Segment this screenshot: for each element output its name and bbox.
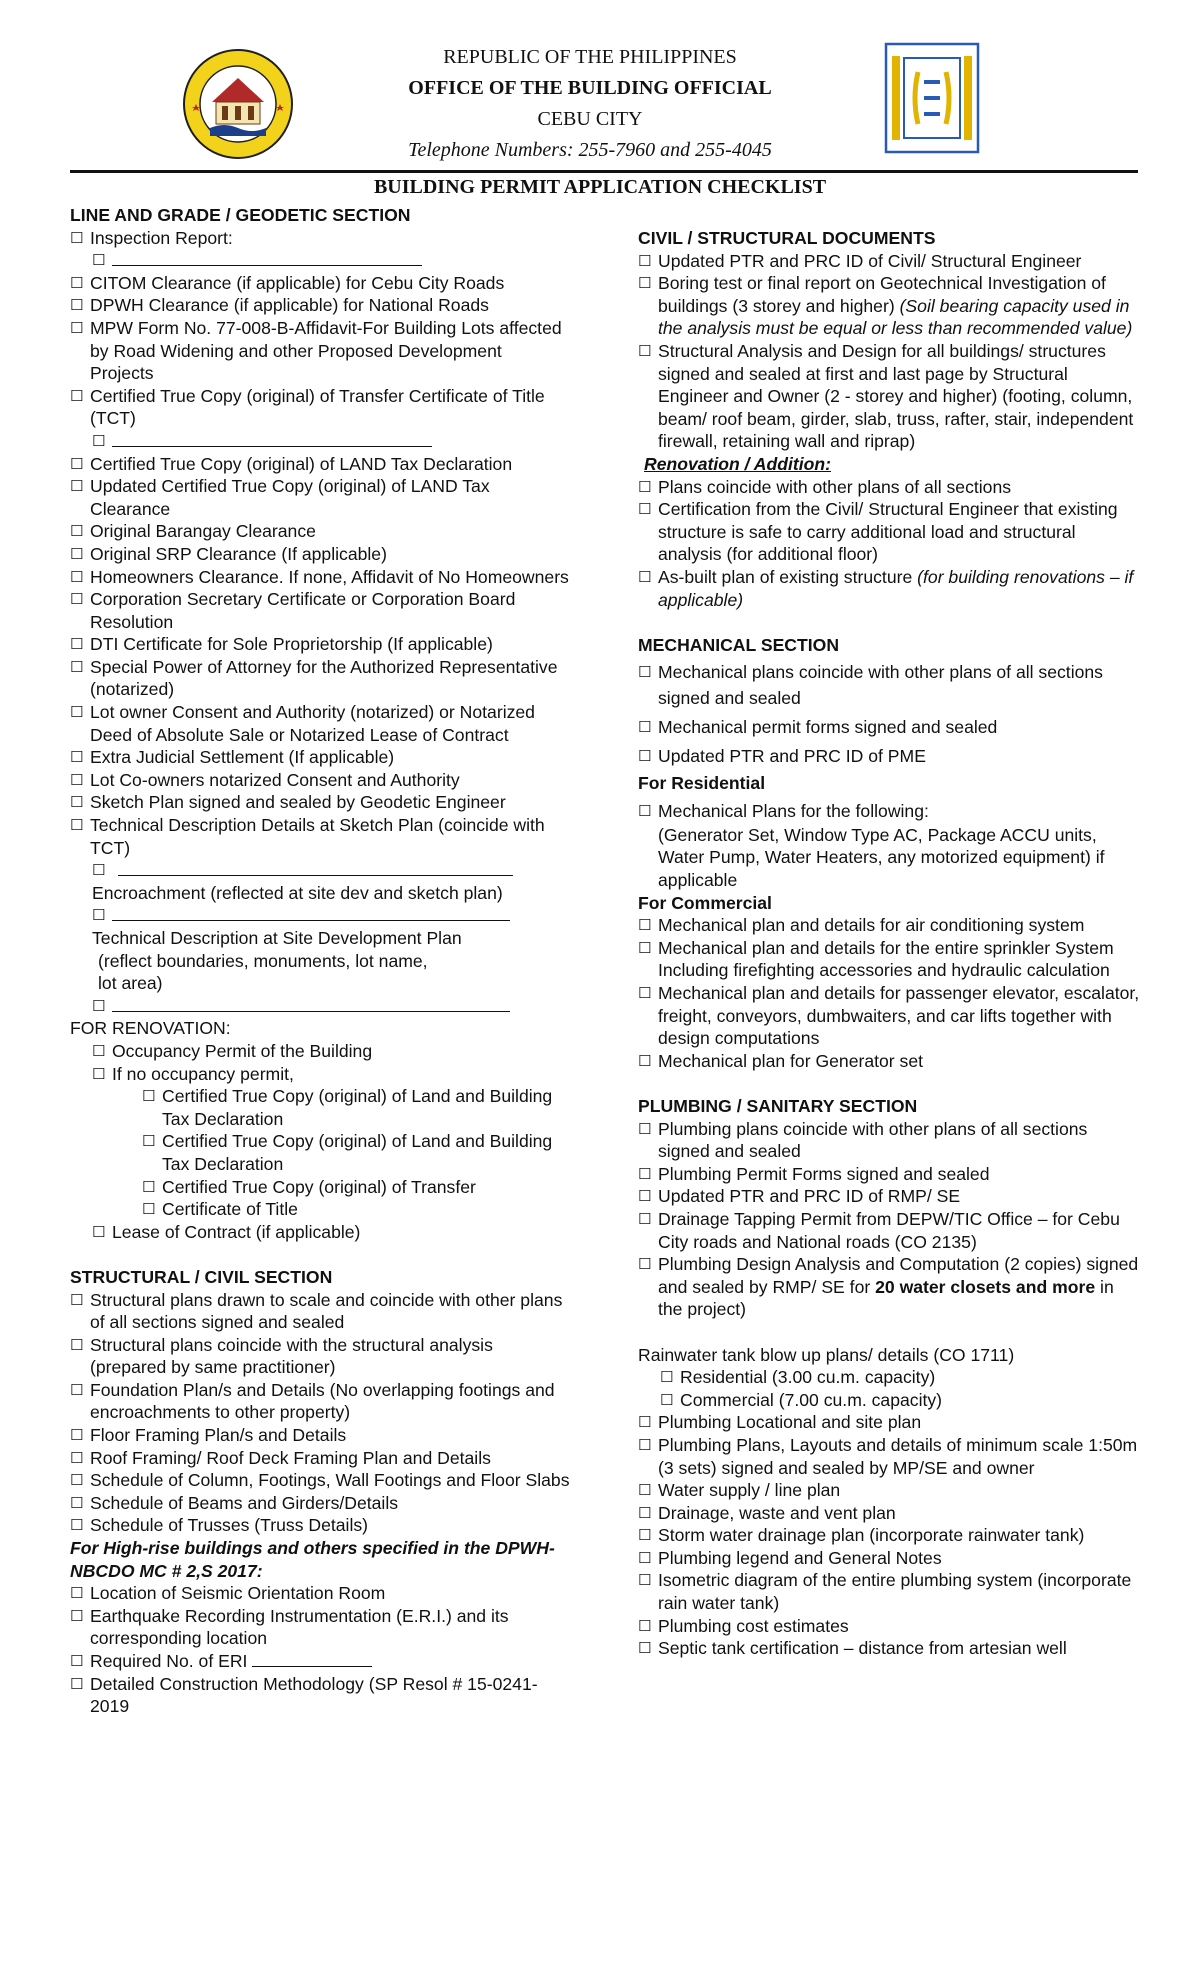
checkbox-icon[interactable]: ☐ bbox=[638, 1616, 652, 1635]
checklist-item: ☐ As-built plan of existing structure (for building renovations – if applicable) bbox=[638, 566, 1134, 610]
checklist-item: ☐ Inspection Report: bbox=[70, 227, 233, 248]
checkbox-icon[interactable]: ☐ bbox=[638, 1639, 652, 1658]
checkbox-icon[interactable]: ☐ bbox=[660, 1368, 674, 1387]
checklist-item: ☐ Lot owner Consent and Authority (notarized) or Notarized Deed of Absolute Sale or Notarized Lease of Contract bbox=[70, 702, 535, 745]
checklist-item: ☐ Special Power of Attorney for the Authorized Representative (notarized) bbox=[70, 656, 558, 700]
checklist-item: ☐ Plumbing Permit Forms signed and sealed bbox=[638, 1163, 990, 1184]
checklist-item: ☐ Certified True Copy (original) of Land and Building Tax Declaration bbox=[142, 1131, 553, 1174]
checklist-item: ☐ Roof Framing/ Roof Deck Framing Plan and Details bbox=[70, 1447, 491, 1468]
document-header bbox=[0, 0, 1200, 170]
checkbox-icon[interactable]: ☐ bbox=[638, 1435, 652, 1454]
checkbox-icon[interactable]: ☐ bbox=[638, 916, 652, 935]
checklist-item: ☐ Mechanical plan and details for air conditioning system bbox=[638, 915, 1085, 936]
checkbox-icon[interactable]: ☐ bbox=[70, 1584, 84, 1603]
checklist-item: ☐ Certification from the Civil/ Structural Engineer that existing structure is safe to carry additional load and structural analysis (for additional floor) bbox=[638, 499, 1118, 565]
checkbox-icon[interactable]: ☐ bbox=[70, 318, 84, 337]
tech-desc-reflect-text: (reflect boundaries, monuments, lot name, bbox=[98, 950, 428, 971]
checklist-item: ☐ Original SRP Clearance (If applicable) bbox=[70, 543, 387, 564]
checklist-blank-line bbox=[92, 249, 570, 272]
checklist-item: ☐ Storm water drainage plan (incorporate rainwater tank) bbox=[638, 1525, 1085, 1546]
document-title: BUILDING PERMIT APPLICATION CHECKLIST bbox=[373, 176, 827, 198]
checklist-item: ☐ Drainage Tapping Permit from DEPW/TIC Office – for Cebu City roads and National roads (CO 2135) bbox=[638, 1208, 1120, 1252]
checklist-item: ☐ Certified True Copy (original) of Transfer Certificate of Title (TCT) bbox=[70, 385, 545, 429]
checklist-item: ☐ Foundation Plan/s and Details (No overlapping footings and encroachments to other property) bbox=[70, 1379, 555, 1423]
checklist-item: ☐ Plumbing legend and General Notes bbox=[638, 1547, 942, 1568]
checkbox-icon[interactable]: ☐ bbox=[70, 544, 84, 563]
fill-in-line[interactable] bbox=[112, 905, 510, 921]
checkbox-icon[interactable]: ☐ bbox=[142, 1177, 156, 1196]
checkbox-icon[interactable]: ☐ bbox=[638, 1571, 652, 1590]
renovation-heading: FOR RENOVATION: bbox=[70, 1018, 231, 1039]
checklist-item: ☐ CITOM Clearance (if applicable) for Cebu City Roads bbox=[70, 272, 505, 293]
checklist-blank-line bbox=[92, 904, 570, 927]
checkbox-icon[interactable]: ☐ bbox=[70, 1652, 84, 1670]
checkbox-icon[interactable]: ☐ bbox=[92, 251, 106, 270]
checklist-item: ☐ Schedule of Trusses (Truss Details) bbox=[70, 1515, 369, 1536]
checkbox-icon[interactable]: ☐ bbox=[638, 1164, 652, 1183]
checkbox-icon[interactable]: ☐ bbox=[70, 1335, 84, 1354]
checklist-item: ☐ Plumbing Locational and site plan bbox=[638, 1412, 922, 1433]
residential-detail: (Generator Set, Window Type AC, Package ACCU units, Water Pump, Water Heaters, any motorized equipment) if applicable bbox=[658, 824, 1105, 891]
checklist-item: ☐ Sketch Plan signed and sealed by Geodetic Engineer bbox=[70, 792, 506, 813]
checklist-item: ☐ Earthquake Recording Instrumentation (E.R.I.) and its corresponding location bbox=[70, 1605, 509, 1649]
checkbox-icon[interactable]: ☐ bbox=[70, 1290, 84, 1309]
checkbox-icon[interactable]: ☐ bbox=[142, 1200, 156, 1219]
checkbox-icon[interactable]: ☐ bbox=[638, 1526, 652, 1545]
header-republic: REPUBLIC OF THE PHILIPPINES bbox=[443, 46, 737, 68]
left-column bbox=[70, 204, 570, 1718]
checkbox-icon[interactable]: ☐ bbox=[70, 1448, 84, 1467]
checkbox-icon[interactable]: ☐ bbox=[92, 1064, 106, 1083]
checklist-item: ☐ Mechanical Plans for the following: bbox=[638, 798, 1143, 824]
checklist-item: ☐ Mechanical plans coincide with other plans of all sections signed and sealed bbox=[638, 659, 1143, 711]
fill-in-line[interactable] bbox=[252, 1651, 372, 1667]
fill-in-line[interactable] bbox=[112, 996, 510, 1012]
checkbox-icon[interactable]: ☐ bbox=[70, 1606, 84, 1625]
checkbox-icon[interactable]: ☐ bbox=[70, 1380, 84, 1399]
checkbox-icon[interactable]: ☐ bbox=[638, 477, 652, 496]
checkbox-icon[interactable]: ☐ bbox=[92, 906, 106, 925]
checklist-item: ☐ Detailed Construction Methodology (SP Resol # 15-0241-2019 bbox=[70, 1673, 538, 1717]
checklist-item: ☐ If no occupancy permit, bbox=[92, 1063, 294, 1084]
checklist-item: ☐ Structural Analysis and Design for all buildings/ structures signed and sealed at first and last page by Structural Engineer and Owner (2 - storey and higher) (footing, column, beam/ roof beam, girder, slab, truss, rafter, stair, independent firewall, retaining wall and riprap) bbox=[638, 340, 1134, 452]
checkbox-icon[interactable]: ☐ bbox=[70, 273, 84, 292]
checkbox-icon[interactable]: ☐ bbox=[92, 861, 106, 880]
checklist-item: ☐ Schedule of Column, Footings, Wall Footings and Floor Slabs bbox=[70, 1470, 570, 1491]
checkbox-icon[interactable]: ☐ bbox=[70, 1471, 84, 1490]
checklist-item: ☐ Mechanical plan for Generator set bbox=[638, 1050, 924, 1071]
checkbox-icon[interactable]: ☐ bbox=[638, 251, 652, 270]
tech-desc-site-text: Technical Description at Site Development Plan bbox=[92, 928, 462, 948]
checklist-item: ☐ Structural plans coincide with the structural analysis (prepared by same practitioner) bbox=[70, 1334, 493, 1378]
checkbox-icon[interactable]: ☐ bbox=[70, 454, 84, 473]
commercial-heading: For Commercial bbox=[638, 892, 772, 913]
checkbox-icon[interactable]: ☐ bbox=[70, 477, 84, 496]
section-heading-mechanical: MECHANICAL SECTION bbox=[638, 634, 840, 655]
checklist-item: ☐ Plumbing Design Analysis and Computation (2 copies) signed and sealed by RMP/ SE for 20 water closets and more in the project) bbox=[638, 1254, 1139, 1320]
checklist-item: ☐ Updated PTR and PRC ID of PME bbox=[638, 743, 1143, 769]
checkbox-icon[interactable]: ☐ bbox=[638, 1413, 652, 1432]
checkbox-icon[interactable]: ☐ bbox=[70, 1426, 84, 1445]
checkbox-icon[interactable]: ☐ bbox=[638, 341, 652, 360]
checkbox-icon[interactable]: ☐ bbox=[70, 748, 84, 767]
checklist-blank-line bbox=[92, 859, 570, 882]
checklist-blank-line bbox=[92, 995, 570, 1018]
checkbox-icon[interactable]: ☐ bbox=[70, 522, 84, 541]
residential-heading: For Residential bbox=[638, 773, 766, 794]
checkbox-icon[interactable]: ☐ bbox=[638, 567, 652, 586]
checklist-item: ☐ Updated PTR and PRC ID of RMP/ SE bbox=[638, 1186, 961, 1207]
section-heading-civil: CIVIL / STRUCTURAL DOCUMENTS bbox=[638, 228, 936, 248]
checkbox-icon[interactable]: ☐ bbox=[70, 793, 84, 812]
checkbox-icon[interactable]: ☐ bbox=[638, 500, 652, 519]
checkbox-icon[interactable]: ☐ bbox=[70, 657, 84, 676]
highrise-note: For High-rise buildings and others specified in the DPWH-NBCDO MC # 2,S 2017: bbox=[70, 1538, 555, 1581]
checklist-item: ☐ Homeowners Clearance. If none, Affidavit of No Homeowners bbox=[70, 566, 569, 587]
checklist-item: ☐ Lease of Contract (if applicable) bbox=[92, 1221, 361, 1242]
checklist-item: ☐ Updated Certified True Copy (original) of LAND Tax Clearance bbox=[70, 476, 490, 519]
checklist-item: ☐ Mechanical plan and details for the entire sprinkler System Including firefighting accessories and hydraulic calculation bbox=[638, 937, 1114, 981]
encroachment-text: Encroachment (reflected at site dev and sketch plan) bbox=[92, 882, 503, 903]
checklist-item: ☐ Drainage, waste and vent plan bbox=[638, 1502, 896, 1523]
checkbox-icon[interactable]: ☐ bbox=[70, 635, 84, 654]
building-official-logo bbox=[884, 42, 980, 154]
checklist-item: ☐ Structural plans drawn to scale and coincide with other plans of all sections signed and sealed bbox=[70, 1289, 563, 1333]
checklist-item: ☐ Isometric diagram of the entire plumbing system (incorporate rain water tank) bbox=[638, 1570, 1132, 1614]
checklist-item: ☐ Lot Co-owners notarized Consent and Authority bbox=[70, 769, 460, 790]
checkbox-icon[interactable]: ☐ bbox=[92, 1222, 106, 1241]
section-heading-line-grade: LINE AND GRADE / GEODETIC SECTION bbox=[70, 205, 411, 225]
checkbox-icon[interactable]: ☐ bbox=[638, 984, 652, 1003]
checklist-item: ☐ Certified True Copy (original) of Transfer bbox=[142, 1176, 476, 1197]
checkbox-icon[interactable]: ☐ bbox=[92, 996, 106, 1015]
checkbox-icon[interactable]: ☐ bbox=[660, 1390, 674, 1409]
checklist-item: ☐ Mechanical permit forms signed and sealed bbox=[638, 714, 1143, 740]
checklist-item: ☐ Occupancy Permit of the Building bbox=[92, 1040, 373, 1061]
tech-desc-lot-text: lot area) bbox=[98, 973, 163, 994]
checkbox-icon[interactable]: ☐ bbox=[638, 1255, 652, 1274]
checkbox-icon[interactable]: ☐ bbox=[142, 1132, 156, 1151]
checklist-item: ☐ Mechanical plan and details for passenger elevator, escalator, freight, conveyors, dumbwaiters, and car lifts together with design computations bbox=[638, 983, 1140, 1049]
checklist-item: ☐ Original Barangay Clearance bbox=[70, 521, 316, 542]
official-seal-logo bbox=[182, 48, 294, 160]
checklist-item: ☐ Boring test or final report on Geotechnical Investigation of buildings (3 storey and higher) (Soil bearing capacity used in the analysis must be equal or less than recommended value) bbox=[638, 273, 1133, 339]
checkbox-icon[interactable]: ☐ bbox=[638, 747, 652, 766]
checkbox-icon[interactable]: ☐ bbox=[638, 718, 652, 737]
checklist-item: ☐ Plumbing cost estimates bbox=[638, 1615, 849, 1636]
section-heading-plumbing: PLUMBING / SANITARY SECTION bbox=[638, 1096, 918, 1116]
checklist-item: ☐ Certified True Copy (original) of Land and Building Tax Declaration bbox=[142, 1086, 553, 1129]
checkbox-icon[interactable]: ☐ bbox=[70, 386, 84, 405]
checklist-item: ☐ Septic tank certification – distance from artesian well bbox=[638, 1638, 1067, 1659]
checklist-item: ☐ Plans coincide with other plans of all sections bbox=[638, 476, 1012, 497]
checkbox-icon[interactable]: ☐ bbox=[638, 1209, 652, 1228]
checkbox-icon[interactable]: ☐ bbox=[638, 1051, 652, 1070]
checkbox-icon[interactable]: ☐ bbox=[70, 1516, 84, 1535]
renovation-addition-heading: Renovation / Addition: bbox=[644, 453, 831, 474]
checklist-item: ☐ Certificate of Title bbox=[142, 1199, 298, 1220]
checkbox-icon[interactable]: ☐ bbox=[92, 431, 106, 450]
checkbox-icon[interactable]: ☐ bbox=[638, 1548, 652, 1567]
checkbox-icon[interactable]: ☐ bbox=[70, 816, 84, 835]
checkbox-icon[interactable]: ☐ bbox=[638, 1187, 652, 1206]
checklist-item: ☐ DPWH Clearance (if applicable) for National Roads bbox=[70, 295, 489, 316]
checklist-item: ☐ Floor Framing Plan/s and Details bbox=[70, 1425, 347, 1446]
checkbox-icon[interactable]: ☐ bbox=[638, 274, 652, 293]
checkbox-icon[interactable]: ☐ bbox=[638, 801, 652, 820]
checklist-item: ☐ MPW Form No. 77-008-B-Affidavit-For Building Lots affected by Road Widening and other Proposed Development Projects bbox=[70, 317, 562, 384]
checklist-item: ☐ Water supply / line plan bbox=[638, 1480, 841, 1501]
checklist-item: ☐ Location of Seismic Orientation Room bbox=[70, 1583, 386, 1604]
checklist-item: ☐ DTI Certificate for Sole Proprietorship (If applicable) bbox=[70, 634, 493, 655]
checkbox-icon[interactable]: ☐ bbox=[70, 567, 84, 586]
checkbox-icon[interactable]: ☐ bbox=[142, 1087, 156, 1106]
checklist-item: ☐ Extra Judicial Settlement (If applicable) bbox=[70, 747, 395, 768]
header-office: OFFICE OF THE BUILDING OFFICIAL bbox=[408, 77, 772, 99]
checklist-item: ☐ Commercial (7.00 cu.m. capacity) bbox=[660, 1389, 943, 1410]
checkbox-icon[interactable]: ☐ bbox=[70, 703, 84, 722]
checkbox-icon[interactable]: ☐ bbox=[70, 1493, 84, 1512]
section-heading-structural: STRUCTURAL / CIVIL SECTION bbox=[70, 1266, 333, 1287]
checkbox-icon[interactable]: ☐ bbox=[638, 1481, 652, 1500]
checkbox-icon[interactable]: ☐ bbox=[70, 296, 84, 315]
fill-in-line[interactable] bbox=[118, 860, 513, 876]
checkbox-icon[interactable]: ☐ bbox=[92, 1041, 106, 1060]
checkbox-icon[interactable]: ☐ bbox=[70, 228, 84, 247]
right-column bbox=[638, 227, 1143, 1660]
checklist-item: ☐ Required No. of ERI bbox=[70, 1650, 570, 1673]
checklist-item: ☐ Certified True Copy (original) of LAND Tax Declaration bbox=[70, 453, 513, 474]
rainwater-text: Rainwater tank blow up plans/ details (CO 1711) bbox=[638, 1344, 1015, 1365]
checklist-item: ☐ Plumbing Plans, Layouts and details of minimum scale 1:50m (3 sets) signed and sealed by MP/SE and owner bbox=[638, 1434, 1138, 1478]
fill-in-line[interactable] bbox=[112, 431, 432, 447]
checklist-item: ☐ Technical Description Details at Sketch Plan (coincide with TCT) bbox=[70, 815, 545, 858]
header-telephone: Telephone Numbers: 255-7960 and 255-4045 bbox=[408, 139, 772, 161]
fill-in-line[interactable] bbox=[112, 250, 422, 266]
checklist-item: ☐ Residential (3.00 cu.m. capacity) bbox=[660, 1367, 936, 1388]
checklist-blank-line bbox=[92, 430, 570, 453]
checklist-item: ☐ Updated PTR and PRC ID of Civil/ Structural Engineer bbox=[638, 250, 1082, 271]
checkbox-icon[interactable]: ☐ bbox=[638, 663, 652, 682]
checkbox-icon[interactable]: ☐ bbox=[638, 938, 652, 957]
header-city: CEBU CITY bbox=[537, 108, 643, 130]
checkbox-icon[interactable]: ☐ bbox=[638, 1503, 652, 1522]
checkbox-icon[interactable]: ☐ bbox=[70, 590, 84, 609]
checkbox-icon[interactable]: ☐ bbox=[70, 1674, 84, 1693]
checklist-item: ☐ Schedule of Beams and Girders/Details bbox=[70, 1492, 399, 1513]
checklist-item: ☐ Corporation Secretary Certificate or Corporation Board Resolution bbox=[70, 589, 516, 632]
checklist-item: ☐ Plumbing plans coincide with other plans of all sections signed and sealed bbox=[638, 1118, 1088, 1162]
checkbox-icon[interactable]: ☐ bbox=[638, 1119, 652, 1138]
checkbox-icon[interactable]: ☐ bbox=[70, 770, 84, 789]
